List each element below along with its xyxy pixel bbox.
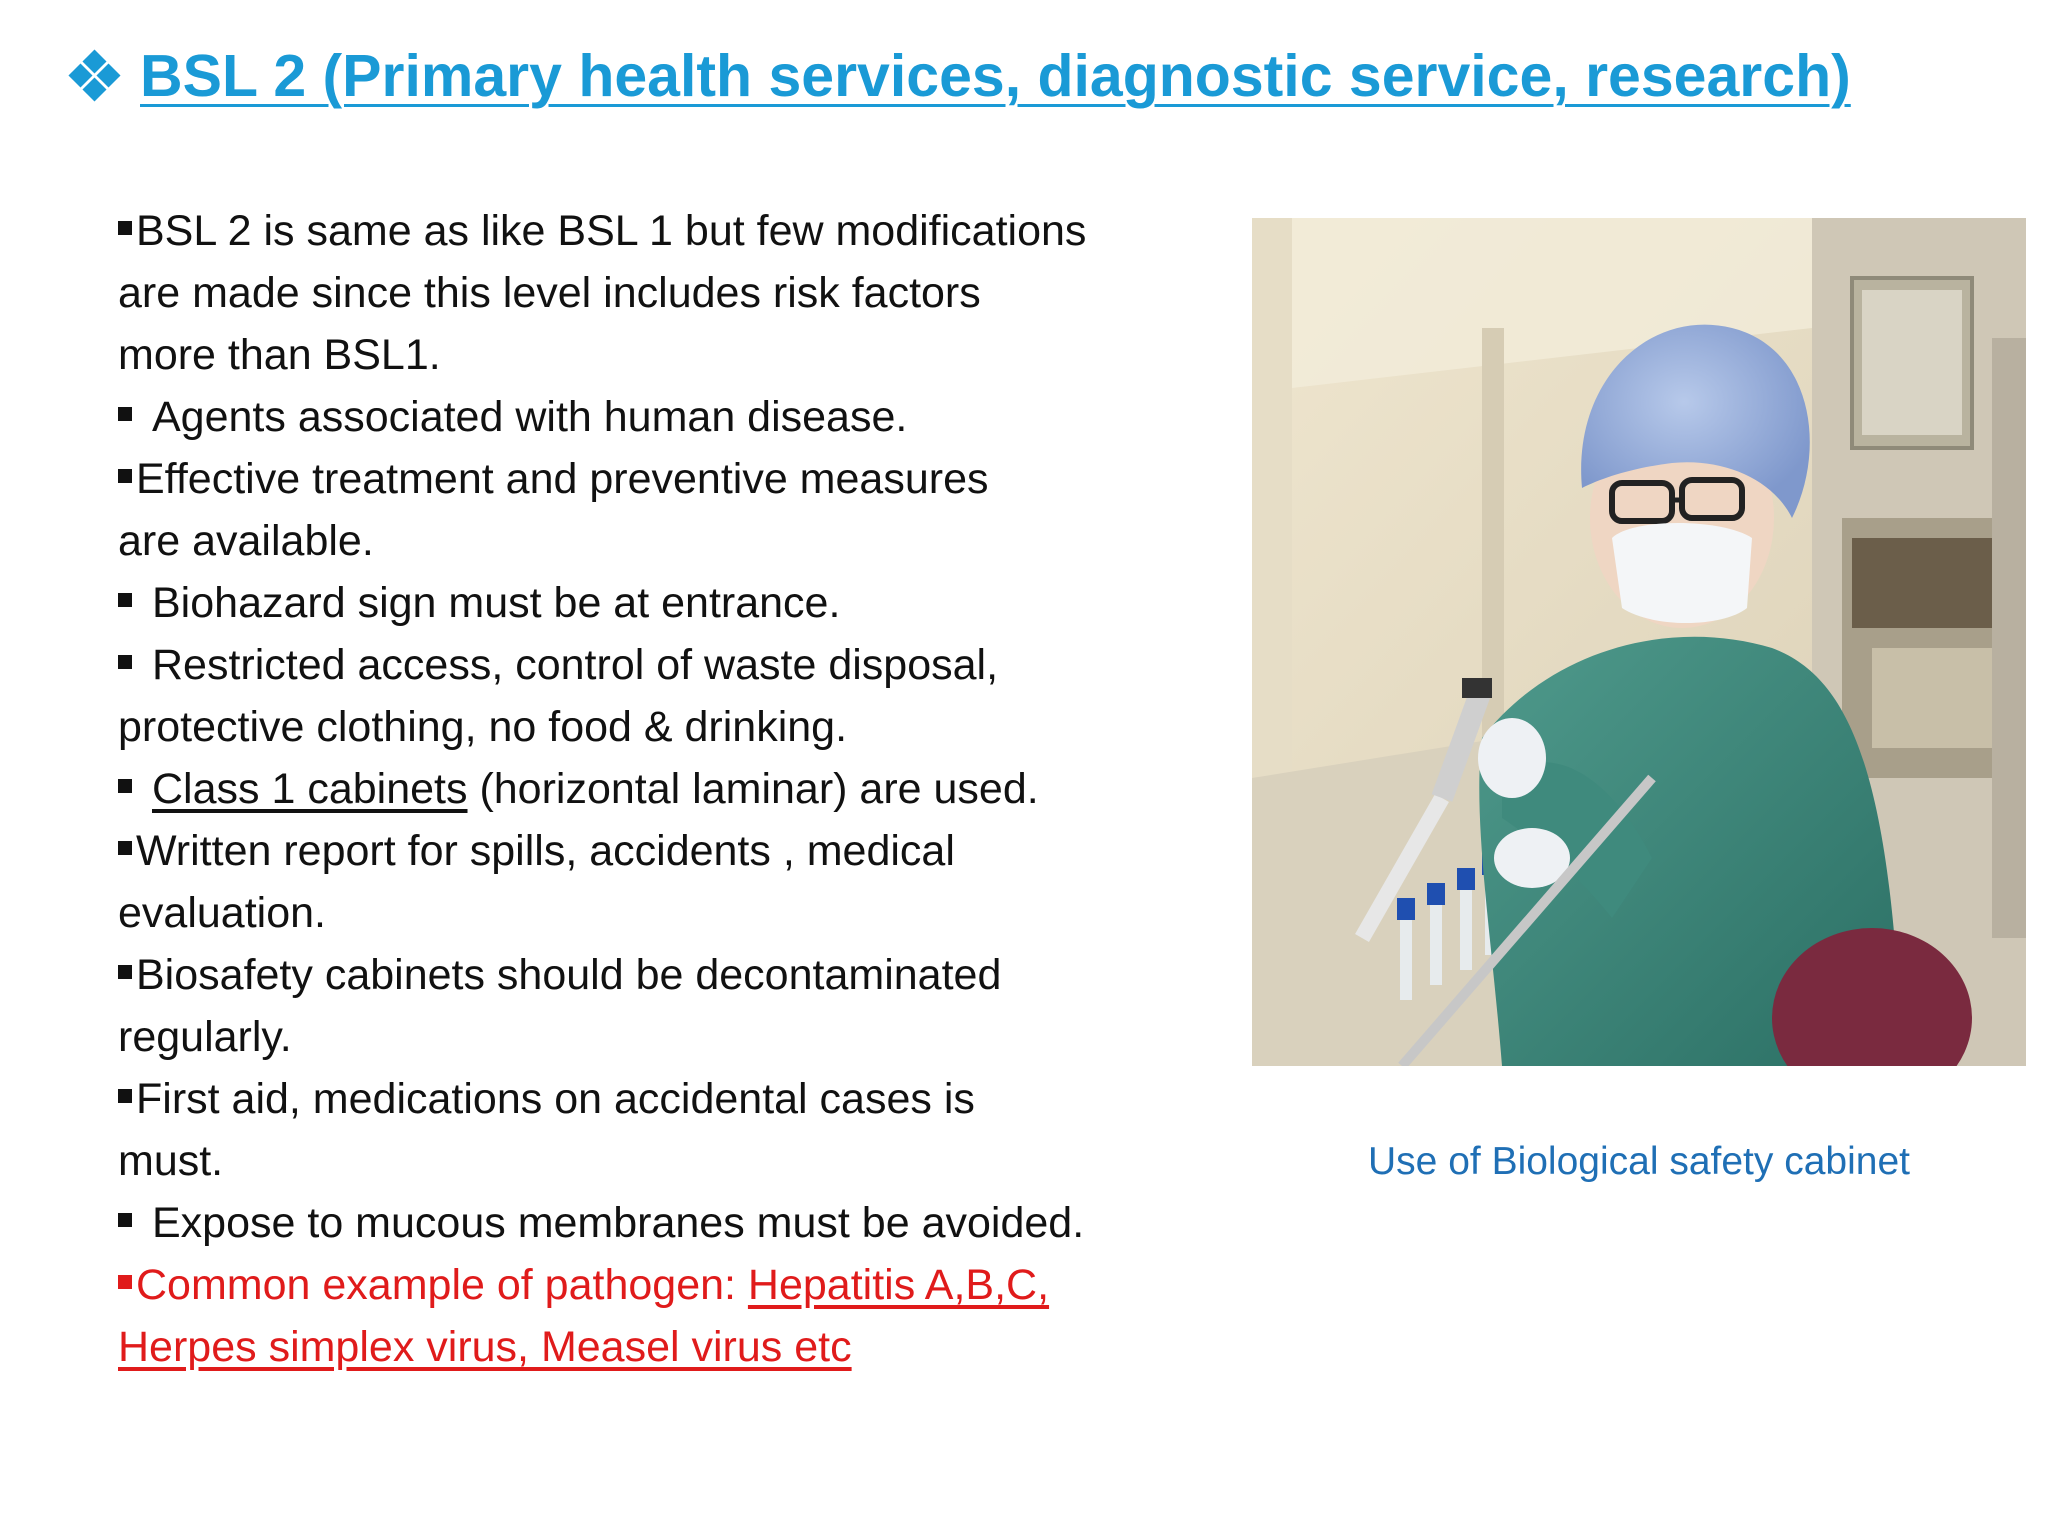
square-bullet-icon (118, 1275, 132, 1289)
pathogen-example-item: Common example of pathogen: Hepatitis A,B,C, (118, 1254, 1178, 1316)
square-bullet-icon (118, 469, 132, 483)
bullet-item: Expose to mucous membranes must be avoided. (118, 1192, 1178, 1254)
bullet-continuation: evaluation. (118, 889, 326, 937)
lab-worker-biosafety-cabinet-photo (1252, 218, 2026, 1066)
square-bullet-icon (118, 1089, 132, 1103)
bullet-item: Biohazard sign must be at entrance. (118, 572, 1178, 634)
bullet-list (118, 200, 1178, 1378)
photo-illustration (1252, 218, 2026, 1066)
pathogen-example-continuation (118, 1316, 1178, 1378)
class1-cabinets-link[interactable]: Class 1 cabinets (152, 765, 468, 813)
bullet-item: Effective treatment and preventive measures (118, 448, 1178, 510)
slide-title-text: BSL 2 (Primary health services, diagnostic service, research) (140, 43, 1851, 109)
bullet-item: BSL 2 is same as like BSL 1 but few modifications (118, 200, 1178, 262)
square-bullet-icon (118, 593, 132, 607)
bullet-item: Restricted access, control of waste disposal, (118, 634, 1178, 696)
hepatitis-link[interactable]: Hepatitis A,B,C, (747, 1261, 1050, 1309)
bullet-item: Biosafety cabinets should be decontaminated (118, 944, 1178, 1006)
bullet-continuation: regularly. (118, 1013, 292, 1061)
herpes-measel-link[interactable]: Herpes simplex virus, Measel virus etc (118, 1323, 852, 1371)
bullet-continuation: protective clothing, no food & drinking. (118, 703, 848, 751)
bullet-item: Agents associated with human disease. (118, 386, 1178, 448)
square-bullet-icon (118, 1213, 132, 1227)
square-bullet-icon (118, 655, 132, 669)
photo-caption: Use of Biological safety cabinet (1368, 1140, 1910, 1183)
bullet-continuation: must. (118, 1137, 224, 1185)
bullet-item: Class 1 cabinets (horizontal laminar) are used. (118, 758, 1178, 820)
square-bullet-icon (118, 407, 132, 421)
square-bullet-icon (118, 779, 132, 793)
bullet-continuation: are made since this level includes risk factors (118, 269, 981, 317)
square-bullet-icon (118, 965, 132, 979)
square-bullet-icon (118, 841, 132, 855)
diamond-bullet-icon (72, 53, 118, 99)
square-bullet-icon (118, 221, 132, 235)
bullet-item: Written report for spills, accidents , medical (118, 820, 1178, 882)
bullet-item: First aid, medications on accidental cases is (118, 1068, 1178, 1130)
bullet-continuation: are available. (118, 517, 374, 565)
slide-title (72, 42, 1851, 110)
bullet-continuation: more than BSL1. (118, 331, 441, 379)
